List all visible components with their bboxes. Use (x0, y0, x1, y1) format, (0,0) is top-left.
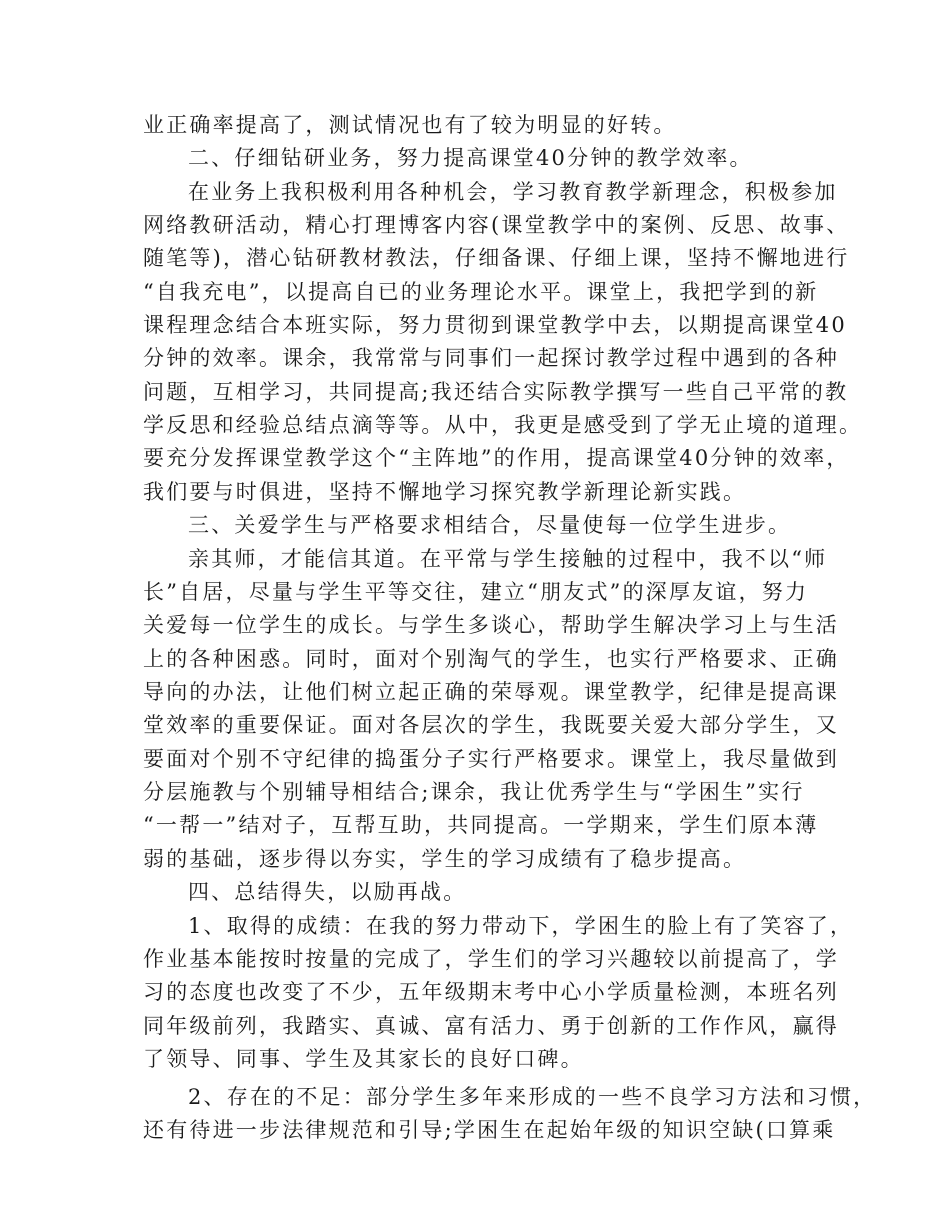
text-line: 分钟的效率。课余，我常常与同事们一起探讨教学过程中遇到的各种 (143, 346, 839, 370)
text-line: 问题，互相学习，共同提高;我还结合实际教学撰写一些自己平常的教 (143, 380, 849, 404)
text-line: 要充分发挥课堂教学这个“主阵地”的作用，提高课堂40分钟的效率， (143, 446, 850, 470)
text-line: 还有待进一步法律规范和引导;学困生在起始年级的知识空缺(口算乘 (143, 1118, 836, 1142)
text-line: 了领导、同事、学生及其家长的良好口碑。 (143, 1047, 584, 1071)
text-line: 弱的基础，逐步得以夯实，学生的学习成绩有了稳步提高。 (143, 847, 747, 871)
paragraph-start: 在业务上我积极利用各种机会，学习教育教学新理念，积极参加 (188, 180, 838, 204)
text-line: 要面对个别不守纪律的捣蛋分子实行严格要求。课堂上，我尽量做到 (143, 747, 839, 771)
text-line: 上的各种困惑。同时，面对个别淘气的学生，也实行严格要求、正确 (143, 647, 839, 671)
text-line: 学反思和经验总结点滴等等。从中，我更是感受到了学无止境的道理。 (143, 413, 863, 437)
text-line: 习的态度也改变了不少，五年级期末考中心小学质量检测，本班名列 (143, 980, 839, 1004)
text-line: 分层施教与个别辅导相结合;课余，我让优秀学生与“学困生”实行 (143, 780, 805, 804)
text-line: 随笔等)，潜心钻研教材教法，仔细备课、仔细上课，坚持不懈地进行 (143, 246, 850, 270)
text-line: 网络教研活动，精心打理博客内容(课堂教学中的案例、反思、故事、 (143, 213, 850, 237)
text-line: 长”自居，尽量与学生平等交往，建立“朋友式”的深厚友谊，努力 (143, 580, 809, 604)
section-heading-3: 三、关爱学生与严格要求相结合，尽量使每一位学生进步。 (188, 513, 792, 537)
text-line: “自我充电”，以提高自已的业务理论水平。课堂上，我把学到的新 (143, 280, 819, 304)
text-line: 我们要与时俱进，坚持不懈地学习探究教学新理论新实践。 (143, 480, 747, 504)
text-line: 堂效率的重要保证。面对各层次的学生，我既要关爱大部分学生，又 (143, 713, 839, 737)
text-line: 关爱每一位学生的成长。与学生多谈心，帮助学生解决学习上与生活 (143, 613, 839, 637)
text-line: 业正确率提高了，测试情况也有了较为明显的好转。 (143, 113, 677, 137)
paragraph-start: 1、取得的成绩：在我的努力带动下，学困生的脸上有了笑容了， (188, 914, 854, 938)
section-heading-4: 四、总结得失，以励再战。 (188, 880, 467, 904)
text-line: 课程理念结合本班实际，努力贯彻到课堂教学中去，以期提高课堂40 (143, 313, 847, 337)
text-line: 同年级前列，我踏实、真诚、富有活力、勇于创新的工作作风，赢得 (143, 1014, 839, 1038)
text-line: 作业基本能按时按量的完成了，学生们的学习兴趣较以前提高了，学 (143, 947, 839, 971)
text-line: 导向的办法，让他们树立起正确的荣辱观。课堂教学，纪律是提高课 (143, 680, 839, 704)
section-heading-2: 二、仔细钻研业务，努力提高课堂40分钟的教学效率。 (188, 146, 753, 170)
paragraph-start: 亲其师，才能信其道。在平常与学生接触的过程中，我不以“师 (188, 547, 828, 571)
paragraph-start: 2、存在的不足：部分学生多年来形成的一些不良学习方法和习惯， (188, 1085, 877, 1109)
text-line: “一帮一”结对子，互帮互助，共同提高。一学期来，学生们原本薄 (143, 813, 819, 837)
